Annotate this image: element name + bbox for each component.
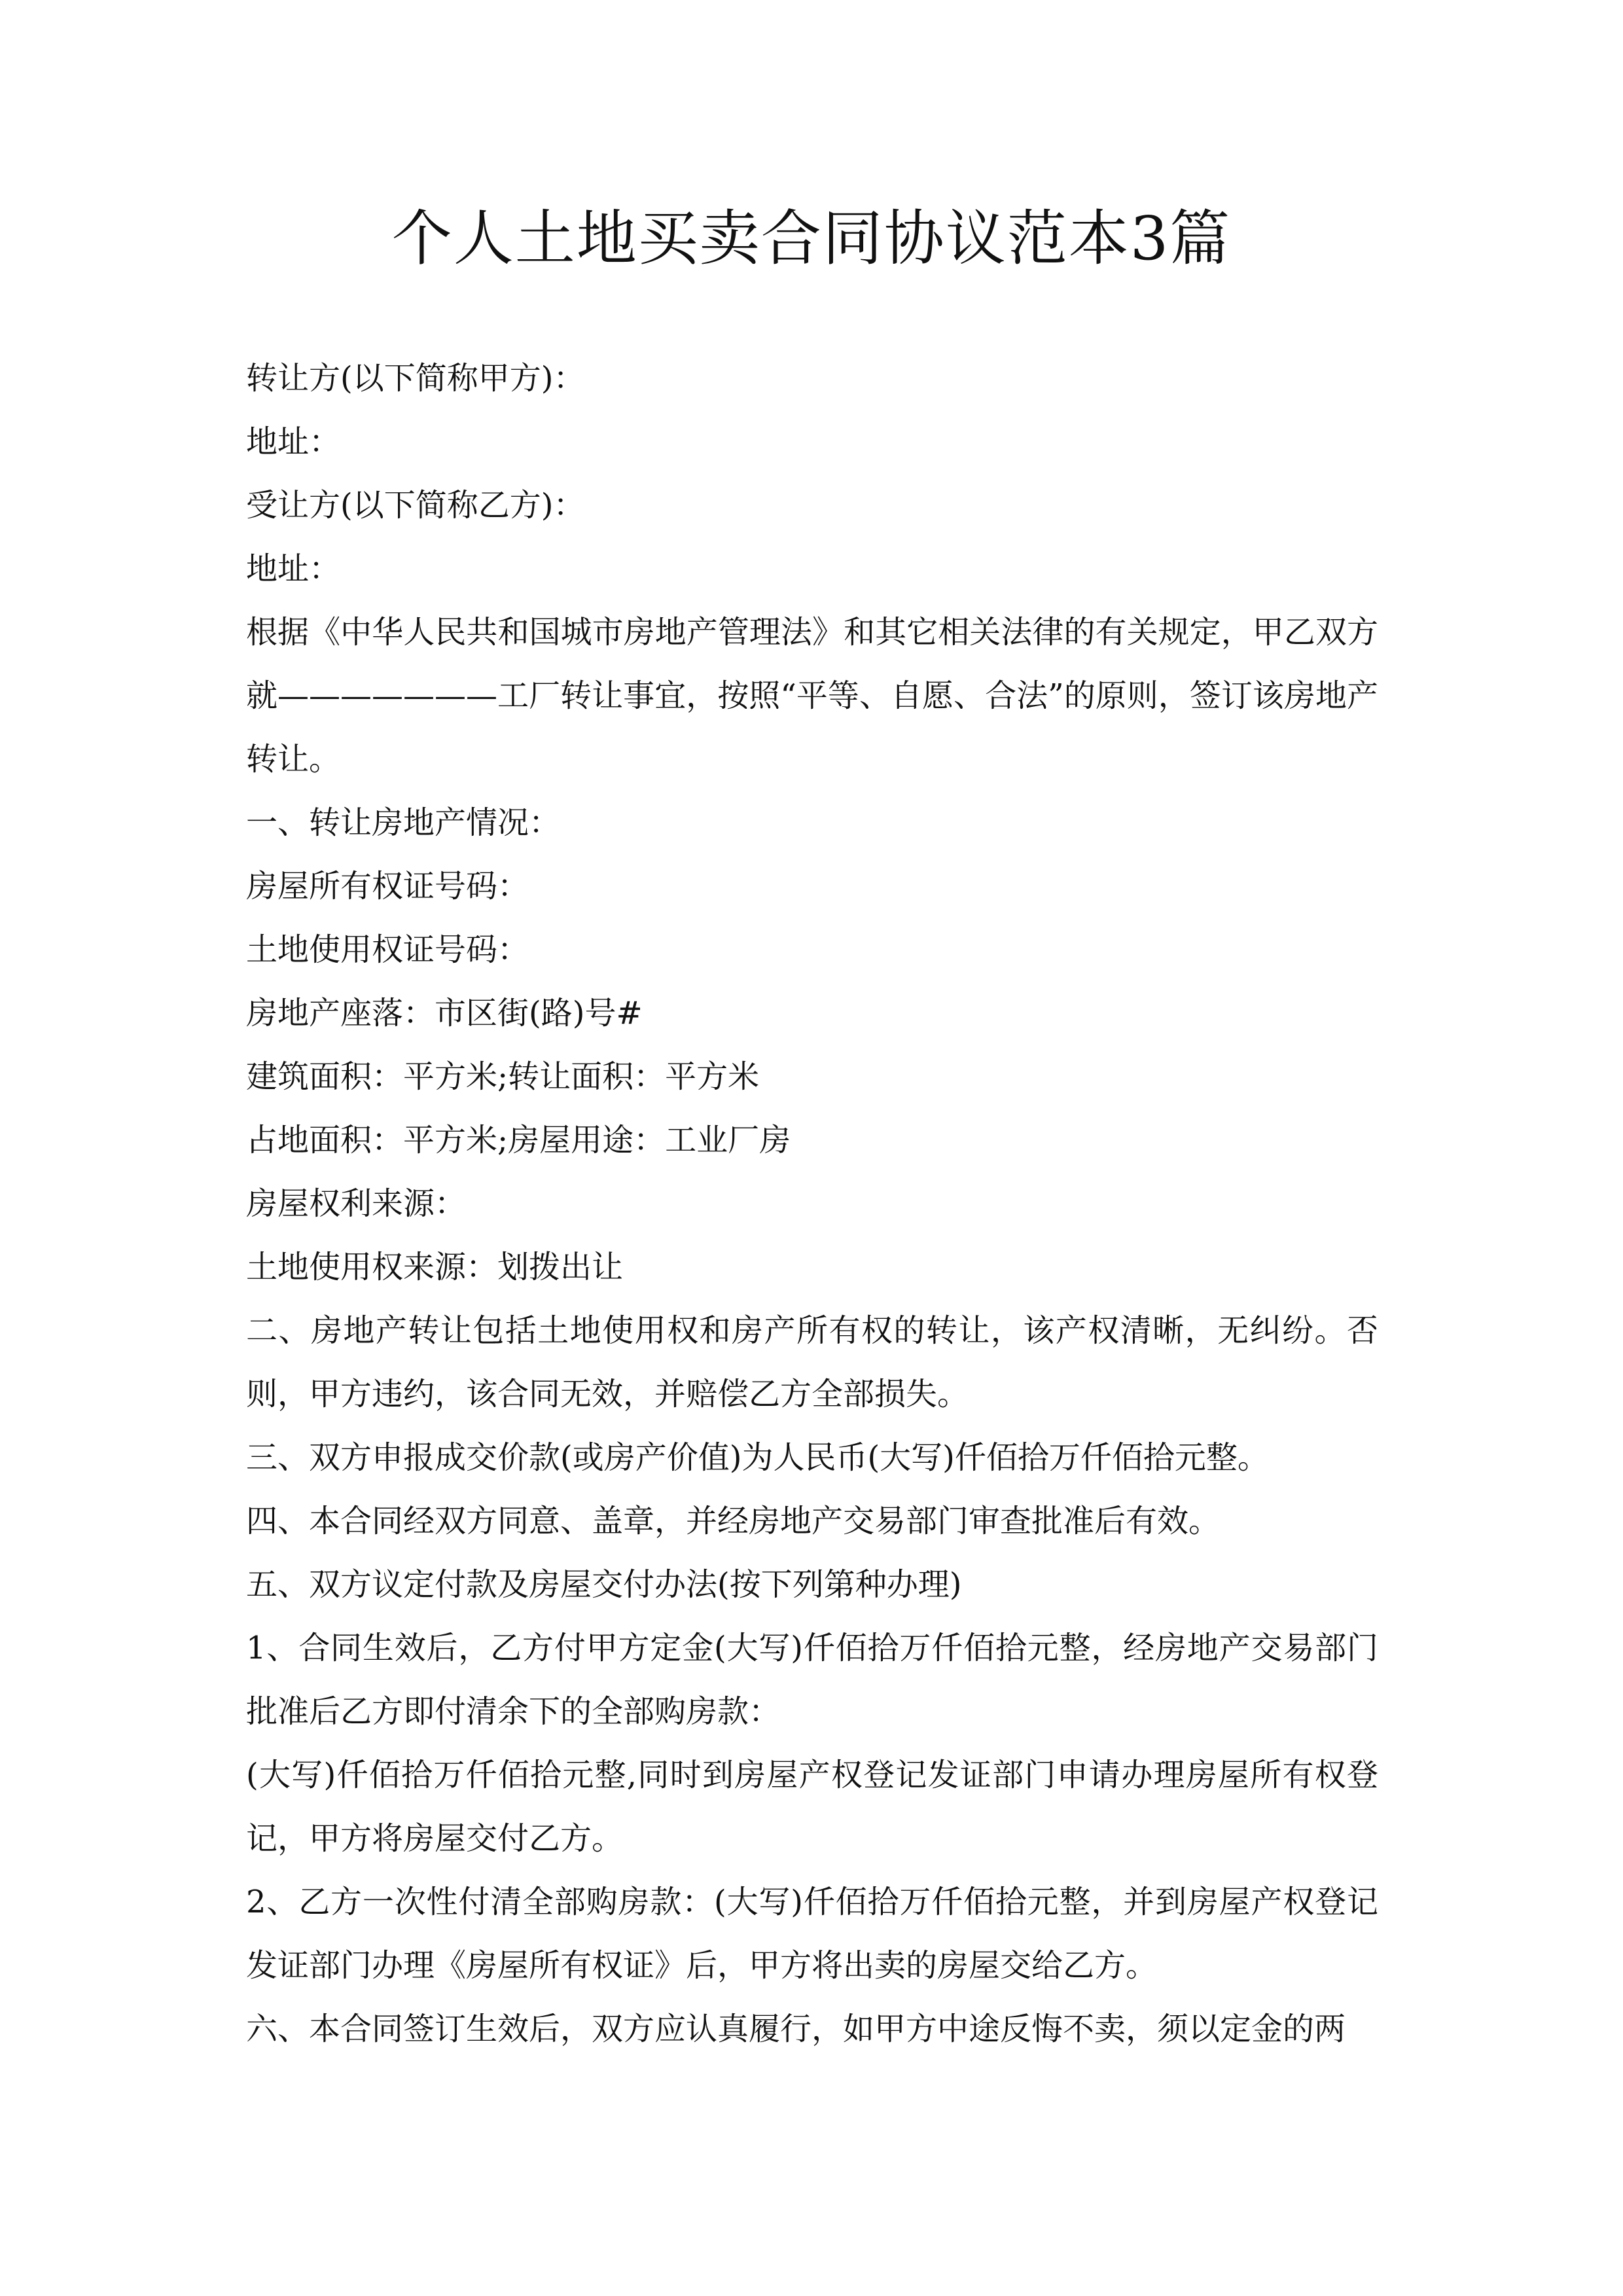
paragraph-section-5-heading: 五、双方议定付款及房屋交付办法(按下列第种办理) — [246, 1566, 962, 1603]
paragraph-transferee-address: 地址： — [246, 550, 341, 587]
paragraph-transferee: 受让方(以下简称乙方)： — [246, 487, 585, 524]
paragraph-house-certificate: 房屋所有权证号码： — [246, 868, 529, 905]
paragraph-section-3: 三、双方申报成交价款(或房产价值)为人民币(大写)仟佰拾万仟佰拾元整。 — [246, 1439, 1269, 1476]
paragraph-transferor-address: 地址： — [246, 423, 341, 460]
paragraph-payment-option-1-cont: (大写)仟佰拾万仟佰拾元整,同时到房屋产权登记发证部门申请办理房屋所有权登记，甲方将房屋交付乙方。 — [246, 1757, 1378, 1857]
paragraph-land-rights-source: 土地使用权来源：划拨出让 — [246, 1249, 624, 1285]
paragraph-building-area: 建筑面积：平方米;转让面积：平方米 — [246, 1058, 760, 1095]
paragraph-section-6: 六、本合同签订生效后，双方应认真履行，如甲方中途反悔不卖，须以定金的两 — [246, 2011, 1346, 2047]
paragraph-section-4: 四、本合同经双方同意、盖章，并经房地产交易部门审查批准后有效。 — [246, 1503, 1221, 1539]
paragraph-house-rights-source: 房屋权利来源： — [246, 1185, 467, 1222]
document-body — [246, 347, 1378, 2061]
paragraph-land-area: 占地面积：平方米;房屋用途：工业厂房 — [246, 1122, 791, 1158]
paragraph-section-2: 二、房地产转让包括土地使用权和房产所有权的转让，该产权清晰，无纠纷。否则，甲方违约，该合同无效，并赔偿乙方全部损失。 — [246, 1312, 1378, 1412]
paragraph-payment-option-2: 2、乙方一次性付清全部购房款：(大写)仟佰拾万仟佰拾元整，并到房屋产权登记发证部门办理《房屋所有权证》后，甲方将出卖的房屋交给乙方。 — [246, 1884, 1378, 1984]
paragraph-section-1-heading: 一、转让房地产情况： — [246, 804, 561, 841]
paragraph-preamble: 根据《中华人民共和国城市房地产管理法》和其它相关法律的有关规定，甲乙双方就———————工厂转让事宜，按照“平等、自愿、合法”的原则，签订该房地产转让。 — [246, 614, 1378, 778]
document-title: 个人土地买卖合同协议范本3篇 — [391, 204, 1232, 274]
paragraph-transferor: 转让方(以下简称甲方)： — [246, 360, 585, 397]
paragraph-payment-option-1: 1、合同生效后，乙方付甲方定金(大写)仟佰拾万仟佰拾元整，经房地产交易部门批准后乙方即付清余下的全部购房款： — [246, 1630, 1378, 1730]
paragraph-location: 房地产座落：市区街(路)号# — [246, 995, 643, 1031]
paragraph-land-certificate: 土地使用权证号码： — [246, 931, 529, 968]
